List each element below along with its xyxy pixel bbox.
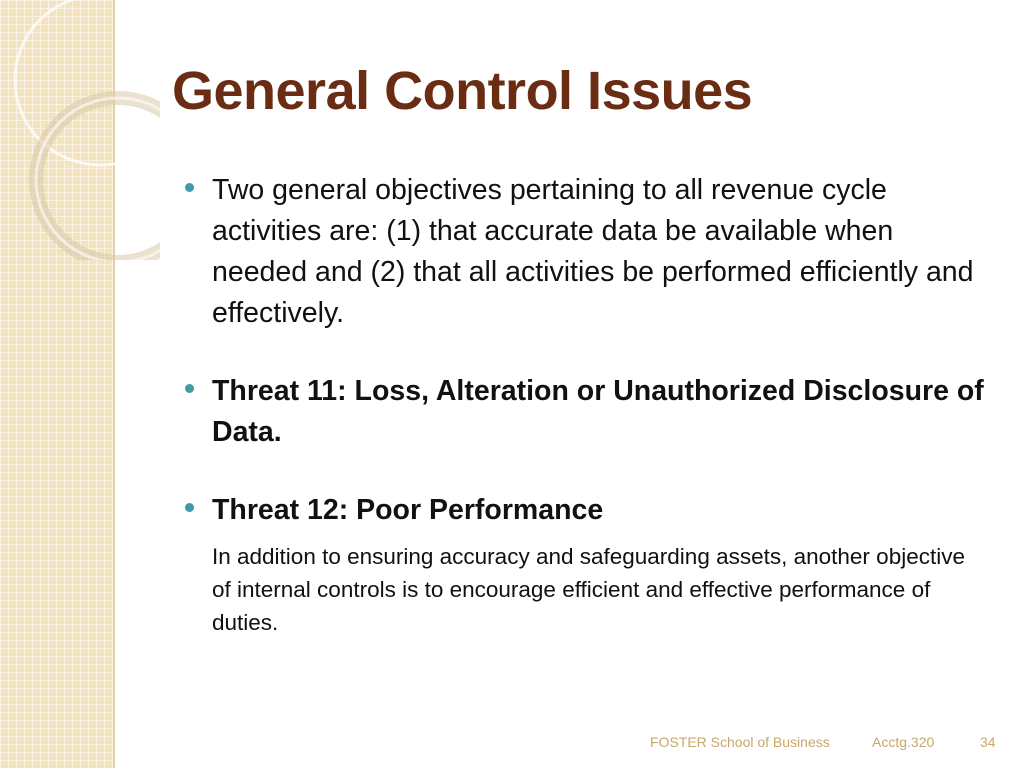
bullet-dot-icon [185, 183, 194, 192]
bullet-threat-12 [185, 490, 985, 531]
footer-course-code: Acctg.320 [872, 734, 935, 750]
bullet-dot-icon [185, 384, 194, 393]
bullet-text: Two general objectives pertaining to all revenue cycle activities are: (1) that accurate data be available when needed and (2) that all activities be performed efficiently and effectively. [212, 174, 974, 329]
slide-title: General Control Issues [172, 61, 753, 121]
bullet-threat-11 [185, 371, 985, 453]
decorative-rings [0, 0, 160, 260]
bullet-text: Threat 11: Loss, Alteration or Unauthorized Disclosure of Data. [212, 375, 984, 448]
footer-page-number: 34 [980, 734, 996, 750]
slide-content [185, 170, 985, 639]
bullet-general-objectives [185, 170, 985, 334]
decorative-ring-bottom [36, 98, 160, 260]
bullet-text: Threat 12: Poor Performance [212, 494, 604, 526]
bullet-dot-icon [185, 503, 194, 512]
footer-school-name: FOSTER School of Business [650, 734, 830, 750]
bullet-subtext-threat-12: In addition to ensuring accuracy and safeguarding assets, another objective of internal controls is to encourage efficient and effective performance of duties. [212, 544, 965, 635]
decorative-ring-top [15, 0, 160, 165]
